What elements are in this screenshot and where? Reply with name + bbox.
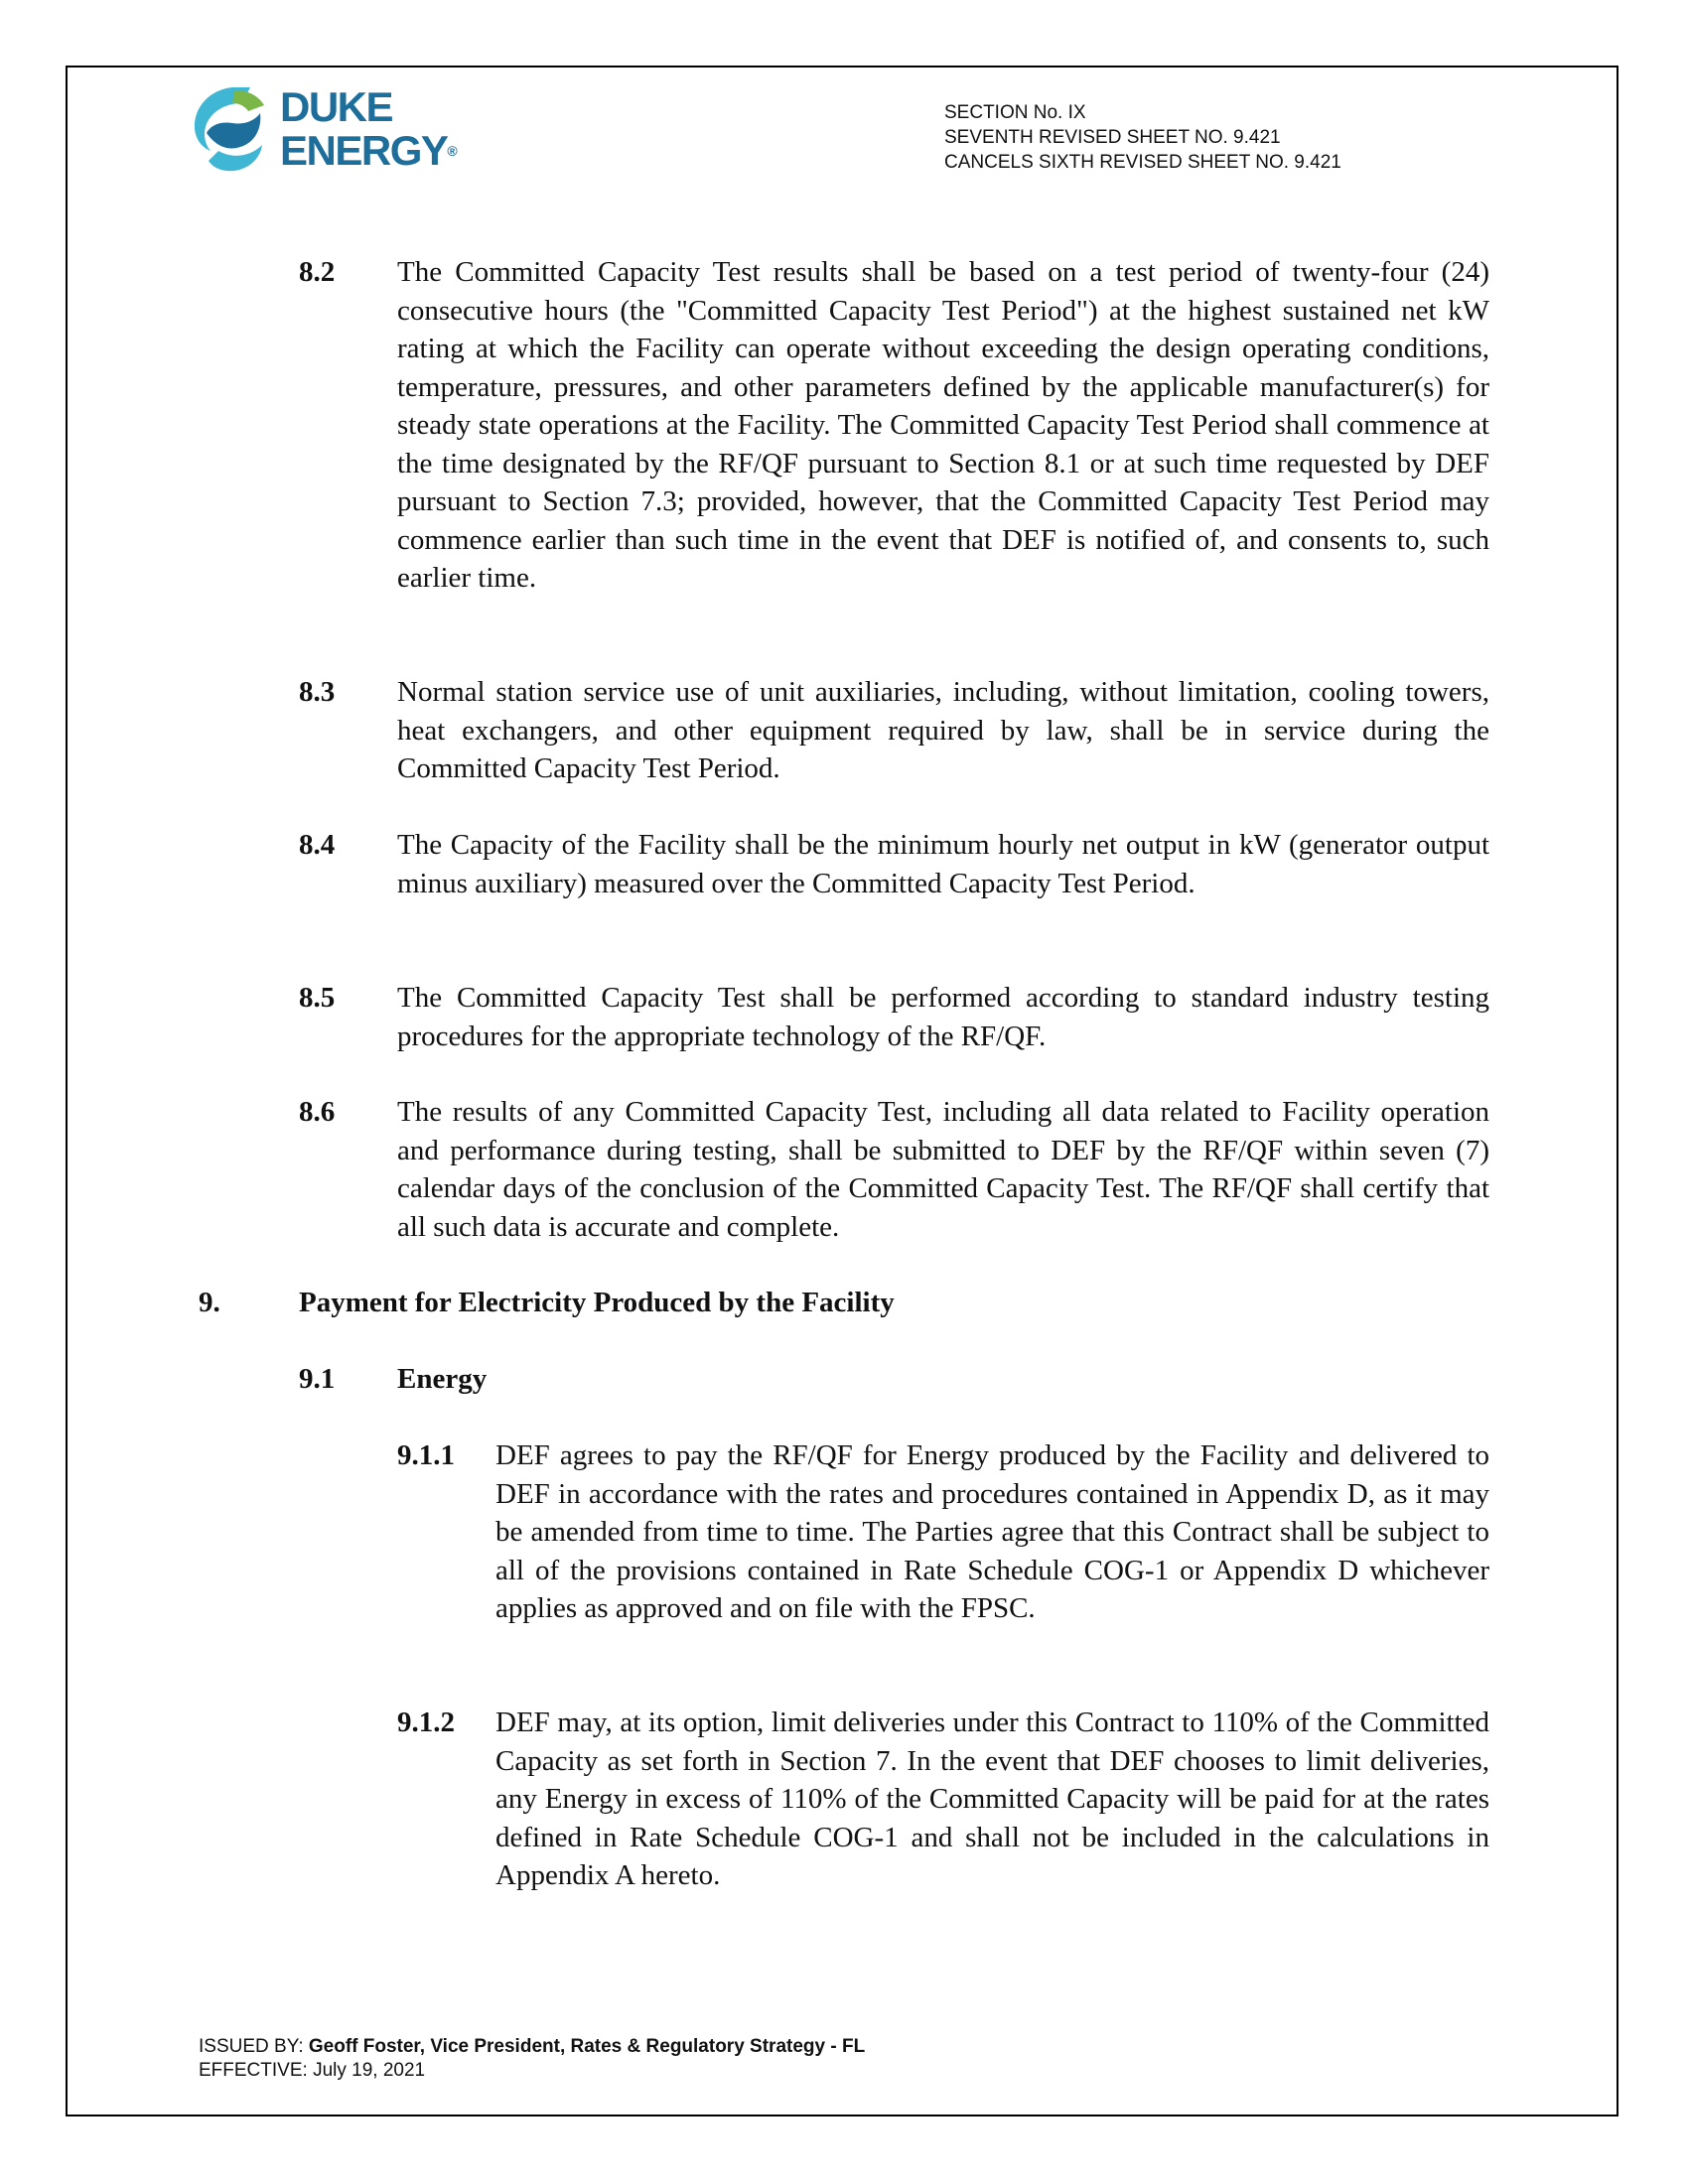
section-text: DEF agrees to pay the RF/QF for Energy produced by the Facility and delivered to DEF in accordance with the rates and procedures contained in Appendix D, as it may be amended from time to time. The Parties agree that this Contract shall be subject to all of the provisions contained in Rate Schedule COG-1 or Appendix D whichever applies as approved and on file with the FPSC.	[495, 1439, 1489, 1624]
section-text: The Committed Capacity Test results shall be based on a test period of twenty-four (24) consecutive hours (the "Committed Capacity Test Period") at the highest sustained net kW rating at which the Facility can operate without exceeding the design operating conditions, temperature, pressures, and other parameters defined by the applicable manufacturer(s) for steady state operations at the Facility. The Committed Capacity Test Period shall commence at the time designated by the RF/QF pursuant to Section 8.1 or at such time requested by DEF pursuant to Section 7.3; provided, however, that the Committed Capacity Test Period may commence earlier than such time in the event that DEF is notified of, and consents to, such earlier time.	[397, 256, 1489, 594]
duke-energy-logo	[189, 81, 477, 177]
section-text: The Committed Capacity Test shall be performed according to standard industry testing procedures for the appropriate technology of the RF/QF.	[397, 982, 1489, 1052]
logo-wordmark-line1: DUKE	[280, 83, 393, 130]
section-text: DEF may, at its option, limit deliveries under this Contract to 110% of the Committed Capacity as set forth in Section 7. In the event that DEF chooses to limit deliveries, any Energy in excess of 110% of the Committed Capacity will be paid for at the rates defined in Rate Schedule COG-1 and shall not be included in the calculations in Appendix A hereto.	[495, 1706, 1489, 1891]
issued-by-line	[199, 2035, 865, 2059]
cancels-sheet: CANCELS SIXTH REVISED SHEET NO. 9.421	[944, 152, 1341, 173]
section-number-label: 9.1	[299, 1363, 336, 1395]
section-number-label: 8.6	[299, 1096, 336, 1128]
section-number-label: 8.4	[299, 829, 336, 861]
section-heading: Payment for Electricity Produced by the Facility	[299, 1287, 895, 1318]
section-text: The results of any Committed Capacity Test, including all data related to Facility operation and performance during testing, shall be submitted to DEF by the RF/QF within seven (7) calendar days of the conclusion of the Committed Capacity Test. The RF/QF shall certify that all such data is accurate and complete.	[397, 1096, 1489, 1243]
sheet-header	[944, 100, 1341, 175]
logo-registered-mark: ®	[447, 143, 458, 159]
page-footer	[199, 2035, 865, 2083]
issuer-name: Geoff Foster, Vice President, Rates & Regulatory Strategy - FL	[308, 2036, 866, 2057]
section-number: SECTION No. IX	[944, 102, 1086, 123]
section-heading: Energy	[397, 1363, 488, 1395]
duke-energy-mark-icon	[189, 81, 274, 177]
sheet-number: SEVENTH REVISED SHEET NO. 9.421	[944, 127, 1281, 148]
section-number-label: 8.2	[299, 256, 336, 288]
section-text: The Capacity of the Facility shall be the minimum hourly net output in kW (generator output minus auxiliary) measured over the Committed Capacity Test Period.	[397, 829, 1489, 899]
section-number-label: 9.1.2	[397, 1706, 455, 1738]
logo-wordmark-line2: ENERGY	[280, 127, 448, 174]
issued-by-label: ISSUED BY:	[199, 2036, 309, 2057]
section-text: Normal station service use of unit auxiliaries, including, without limitation, cooling towers, heat exchangers, and other equipment required by law, shall be in service during the Committed Capacity Test Period.	[397, 676, 1489, 784]
section-number-label: 8.3	[299, 676, 336, 708]
section-number-label: 8.5	[299, 982, 336, 1014]
section-number-label: 9.	[199, 1287, 220, 1318]
section-number-label: 9.1.1	[397, 1439, 455, 1471]
logo-wordmark	[280, 85, 458, 173]
effective-date: EFFECTIVE: July 19, 2021	[199, 2060, 426, 2081]
